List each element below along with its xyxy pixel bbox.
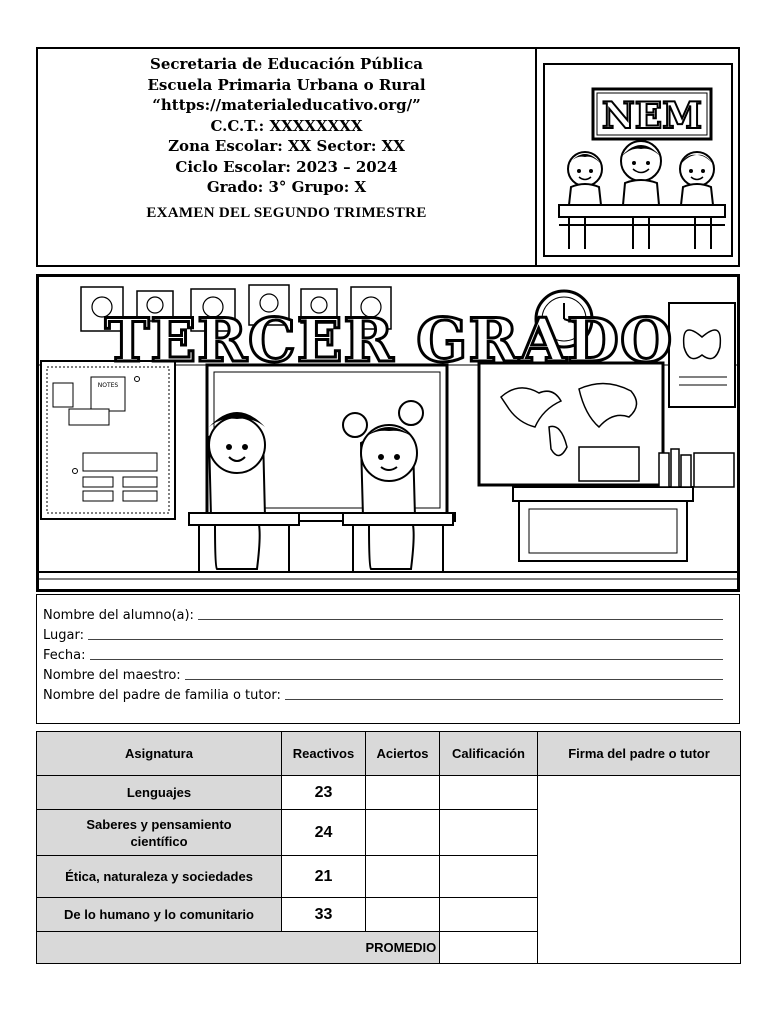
calificacion-cell[interactable]: [440, 810, 538, 856]
teacher-row[interactable]: [43, 663, 723, 683]
promedio-spacer: [37, 932, 366, 964]
date-line[interactable]: [90, 659, 724, 660]
grupo-label: Grupo: X: [291, 178, 367, 196]
table-header-row: [37, 732, 741, 776]
subject-cell: Ética, naturaleza y sociedades: [37, 856, 282, 898]
parent-row[interactable]: [43, 683, 723, 703]
header-box: [36, 47, 740, 267]
calificacion-cell[interactable]: [440, 898, 538, 932]
aciertos-cell[interactable]: [366, 898, 440, 932]
classroom-banner: [36, 274, 740, 592]
place-line[interactable]: [88, 639, 723, 640]
reactivos-cell: 23: [282, 776, 366, 810]
student-info-box: [36, 594, 740, 724]
header-line-cct: C.C.T.: XXXXXXXX: [210, 116, 363, 135]
firma-cell[interactable]: [538, 776, 741, 964]
table-row: [37, 776, 741, 810]
header-calificacion: Calificación: [440, 732, 538, 776]
header-asignatura: Asignatura: [37, 732, 282, 776]
header-reactivos: Reactivos: [282, 732, 366, 776]
aciertos-cell[interactable]: [366, 810, 440, 856]
promedio-cell[interactable]: [440, 932, 538, 964]
subject-cell: De lo humano y lo comunitario: [37, 898, 282, 932]
calificacion-cell[interactable]: [440, 856, 538, 898]
place-label: Lugar:: [43, 628, 84, 643]
header-line-url[interactable]: “https://materialeducativo.org/”: [152, 96, 421, 114]
teacher-line[interactable]: [185, 679, 723, 680]
aciertos-cell[interactable]: [366, 856, 440, 898]
parent-line[interactable]: [285, 699, 723, 700]
date-row[interactable]: [43, 643, 723, 663]
reactivos-cell: 33: [282, 898, 366, 932]
student-name-row[interactable]: [43, 603, 723, 623]
student-name-label: Nombre del alumno(a):: [43, 608, 194, 623]
notes-label: NOTES: [97, 382, 119, 389]
reactivos-cell: 24: [282, 810, 366, 856]
grado-label: Grado: 3°: [206, 178, 287, 196]
header-line-ciclo: Ciclo Escolar: 2023 – 2024: [175, 157, 398, 176]
header-line-school: Escuela Primaria Urbana o Rural: [147, 75, 426, 94]
header-line-zona: Zona Escolar: XX Sector: XX: [168, 137, 405, 155]
student-name-line[interactable]: [198, 619, 723, 620]
aciertos-cell[interactable]: [366, 776, 440, 810]
grado-grupo-line: [38, 177, 535, 198]
banner-title: TERCER GRADO: [104, 306, 674, 376]
parent-label: Nombre del padre de familia o tutor:: [43, 688, 281, 703]
children-at-desk-illustration: [545, 65, 731, 255]
header-aciertos: Aciertos: [366, 732, 440, 776]
school-info: [38, 49, 537, 265]
place-row[interactable]: [43, 623, 723, 643]
teacher-label: Nombre del maestro:: [43, 668, 181, 683]
nem-logo-box: [543, 63, 733, 257]
classroom-illustration: [39, 277, 737, 589]
calificacion-cell[interactable]: [440, 776, 538, 810]
subject-cell: Saberes y pensamiento científico: [37, 810, 282, 856]
subject-cell: Lenguajes: [37, 776, 282, 810]
header-firma: Firma del padre o tutor: [538, 732, 741, 776]
grades-table: [36, 731, 741, 964]
date-label: Fecha:: [43, 648, 86, 663]
nem-logo-text: NEM: [601, 95, 703, 137]
header-line-ministry: Secretaria de Educación Pública: [150, 55, 423, 73]
exam-title: EXAMEN DEL SEGUNDO TRIMESTRE: [146, 204, 427, 221]
promedio-label: PROMEDIO: [366, 932, 440, 964]
reactivos-cell: 21: [282, 856, 366, 898]
